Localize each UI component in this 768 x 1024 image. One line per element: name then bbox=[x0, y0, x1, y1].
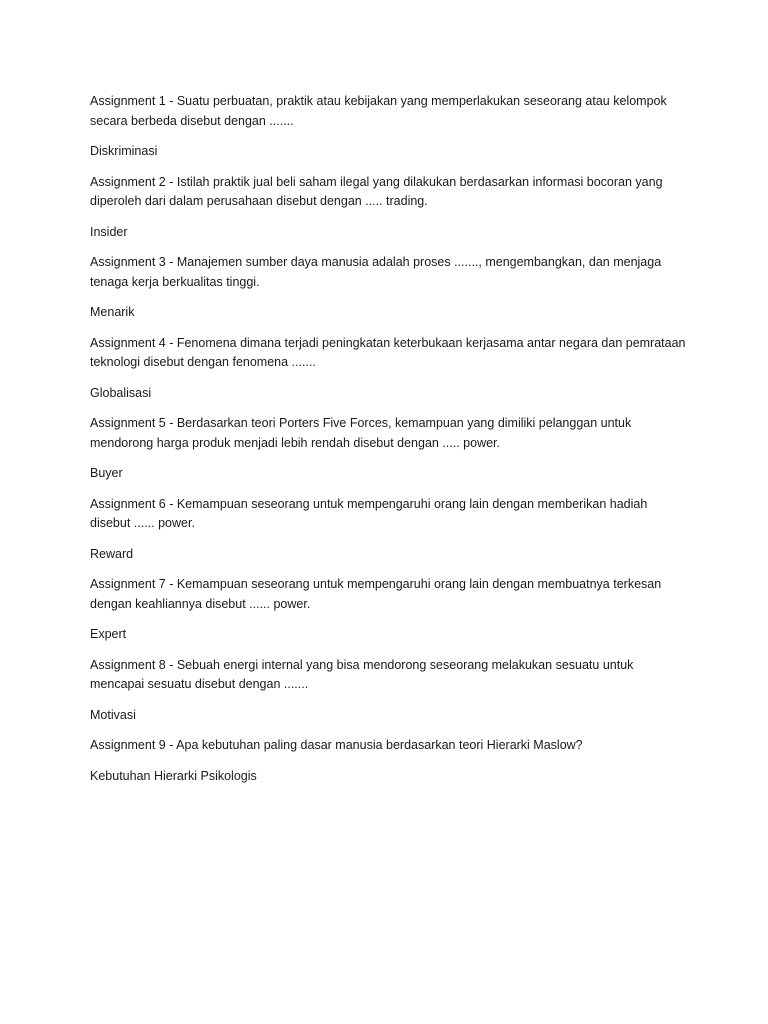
assignment-answer: Buyer bbox=[90, 466, 123, 480]
assignment-answer: Expert bbox=[90, 627, 127, 641]
assignment-item bbox=[90, 334, 690, 404]
assignment-answer: Globalisasi bbox=[90, 385, 152, 400]
assignment-answer: Reward bbox=[90, 546, 134, 561]
assignment-question: Assignment 5 - Berdasarkan teori Porters Five Forces, kemampuan yang dimiliki pelanggan untuk mendorong harga produk menjadi lebih rendah disebut dengan ..... power. bbox=[90, 416, 632, 450]
assignment-item bbox=[90, 173, 690, 243]
assignment-answer: Kebutuhan Hierarki Psikologis bbox=[90, 768, 257, 783]
assignment-item bbox=[90, 253, 690, 323]
assignment-item bbox=[90, 575, 690, 645]
assignment-question: Assignment 4 - Fenomena dimana terjadi peningkatan keterbukaan kerjasama antar negara dan pemrataan teknologi disebut dengan fenomena ....... bbox=[90, 335, 686, 369]
assignment-question: Assignment 2 - Istilah praktik jual beli saham ilegal yang dilakukan berdasarkan informasi bocoran yang diperoleh dari dalam perusahaan disebut dengan ..... trading. bbox=[90, 174, 663, 208]
assignment-answer: Motivasi bbox=[90, 707, 136, 722]
assignment-answer: Menarik bbox=[90, 305, 135, 319]
assignment-question: Assignment 1 - Suatu perbuatan, praktik atau kebijakan yang memperlakukan seseorang atau kelompok secara berbeda disebut dengan ....... bbox=[90, 94, 667, 128]
assignment-item bbox=[90, 656, 690, 726]
assignment-question: Assignment 7 - Kemampuan seseorang untuk mempengaruhi orang lain dengan membuatnya terkesan dengan keahliannya disebut ...... power. bbox=[90, 577, 662, 611]
assignment-question: Assignment 6 - Kemampuan seseorang untuk mempengaruhi orang lain dengan memberikan hadiah disebut ...... power. bbox=[90, 496, 648, 530]
assignment-answer: Insider bbox=[90, 224, 128, 239]
assignment-question: Assignment 8 - Sebuah energi internal yang bisa mendorong seseorang melakukan sesuatu untuk mencapai sesuatu disebut dengan ....... bbox=[90, 657, 634, 691]
assignment-item bbox=[90, 736, 690, 786]
document-body bbox=[90, 92, 690, 797]
assignment-question: Assignment 9 - Apa kebutuhan paling dasar manusia berdasarkan teori Hierarki Maslow? bbox=[90, 738, 583, 752]
assignment-item bbox=[90, 414, 690, 484]
assignment-question: Assignment 3 - Manajemen sumber daya manusia adalah proses ......., mengembangkan, dan menjaga tenaga kerja berkualitas tinggi. bbox=[90, 255, 662, 289]
assignment-answer: Diskriminasi bbox=[90, 144, 158, 158]
assignment-item bbox=[90, 495, 690, 565]
assignment-item bbox=[90, 92, 690, 162]
